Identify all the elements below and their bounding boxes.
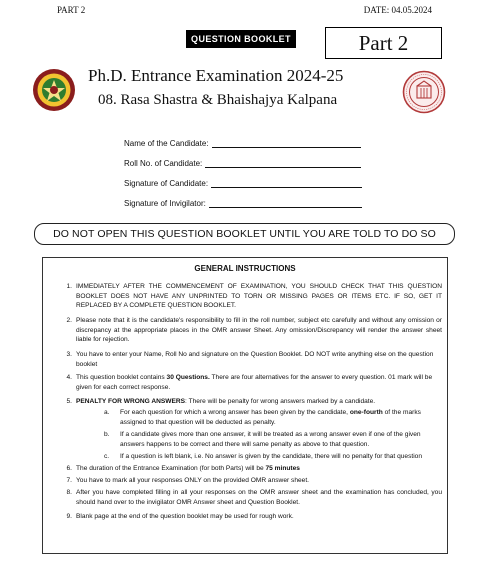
instruction-number: 1.: [66, 283, 72, 290]
candidate-name-field: [124, 139, 361, 148]
penalty-item: If a question is left blank, i.e. No answer is given by the candidate, there will no penalty for that question: [120, 453, 423, 460]
instruction-item: IMMEDIATELY AFTER THE COMMENCEMENT OF EXAMINATION, YOU SHOULD CHECK THAT THIS QUESTION BOOKLET DOES NOT HAVE ANY UNPRINTED TO TORN OR MISSING PAGES OR ITEMS ETC. IF SO, GET IT REPLACED BY A COMPLETE QUESTION BOOKLET.: [76, 283, 442, 310]
instruction-item: Blank page at the end of the question booklet may be used for rough work.: [76, 513, 294, 520]
candidate-signature-label: Signature of Candidate:: [124, 179, 209, 188]
question-count: 30 Questions.: [166, 374, 210, 381]
instructions-heading: GENERAL INSTRUCTIONS: [194, 264, 296, 273]
instruction-number: 8.: [66, 489, 72, 496]
instruction-number: 4.: [66, 374, 72, 381]
candidate-signature-field: [124, 179, 362, 188]
instruction-text: This question booklet contains: [76, 374, 167, 381]
penalty-label: b.: [104, 431, 110, 438]
university-seal-icon: [402, 70, 446, 114]
penalty-text: of the marks assigned to that question will be deducted as penalty.: [120, 409, 421, 426]
instruction-item: You have to enter your Name, Roll No and signature on the Question Booklet. DO NOT write anything else on the question booklet: [76, 351, 434, 368]
instruction-item: [76, 373, 442, 392]
candidate-name-label: Name of the Candidate:: [124, 139, 209, 148]
penalty-fraction: one-fourth: [349, 409, 383, 416]
penalty-label: a.: [104, 409, 110, 416]
instruction-number: 7.: [66, 477, 72, 484]
instruction-number: 9.: [66, 513, 72, 520]
instruction-number: 3.: [66, 351, 72, 358]
instruction-number: 6.: [66, 465, 72, 472]
invigilator-signature-field: [124, 199, 362, 208]
instruction-number: 2.: [66, 317, 72, 324]
instruction-item: You have to mark all your responses ONLY on the provided OMR answer sheet.: [76, 477, 309, 484]
university-emblem-icon: [32, 68, 76, 112]
header-part-label: PART 2: [57, 5, 86, 15]
penalty-item: If a candidate gives more than one answer, it will be treated as a wrong answer even if one of the given answers happens to be correct and there will same penalty as above to that question.: [120, 431, 421, 448]
instruction-item: [76, 397, 442, 407]
part-box: Part 2: [325, 27, 442, 59]
instruction-item: [76, 464, 442, 474]
question-booklet-badge: QUESTION BOOKLET: [186, 30, 296, 48]
instruction-text: The duration of the Entrance Examination (for both Parts) will be: [76, 465, 266, 472]
do-not-open-warning: DO NOT OPEN THIS QUESTION BOOKLET UNTIL YOU ARE TOLD TO DO SO: [34, 223, 455, 245]
exam-title: Ph.D. Entrance Examination 2024-25: [88, 66, 344, 85]
penalty-heading: PENALTY FOR WRONG ANSWERS: [76, 398, 186, 405]
roll-number-field: [124, 159, 361, 168]
instruction-text: There are four alternatives for the answer to every question. 01 mark will be given for each correct response.: [76, 374, 433, 391]
instruction-item: Please note that it is the candidate's responsibility to fill in the roll number, subject etc carefully and without any omission or discrepancy at the appropriate places in the OMR answer Sheet. Any omission/Discrepancy will render the answer sheet liable for rejection.: [76, 317, 442, 344]
roll-number-label: Roll No. of Candidate:: [124, 159, 203, 168]
penalty-text: For each question for which a wrong answer has been given by the candidate,: [120, 409, 350, 416]
instruction-text: : There will be penalty for wrong answers marked by a candidate.: [185, 398, 376, 405]
subject-subtitle: 08. Rasa Shastra & Bhaishajya Kalpana: [98, 92, 338, 108]
invigilator-signature-label: Signature of Invigilator:: [124, 199, 206, 208]
penalty-item: [120, 408, 442, 427]
exam-duration: 75 minutes: [265, 465, 300, 472]
header-date: DATE: 04.05.2024: [363, 5, 432, 15]
instruction-number: 5.: [66, 398, 72, 405]
instruction-item: After you have completed filling in all your responses on the OMR answer sheet and the examination has concluded, you should hand over to the invigilator OMR Answer sheet and Question Booklet.: [76, 489, 442, 506]
penalty-label: c.: [104, 453, 110, 460]
